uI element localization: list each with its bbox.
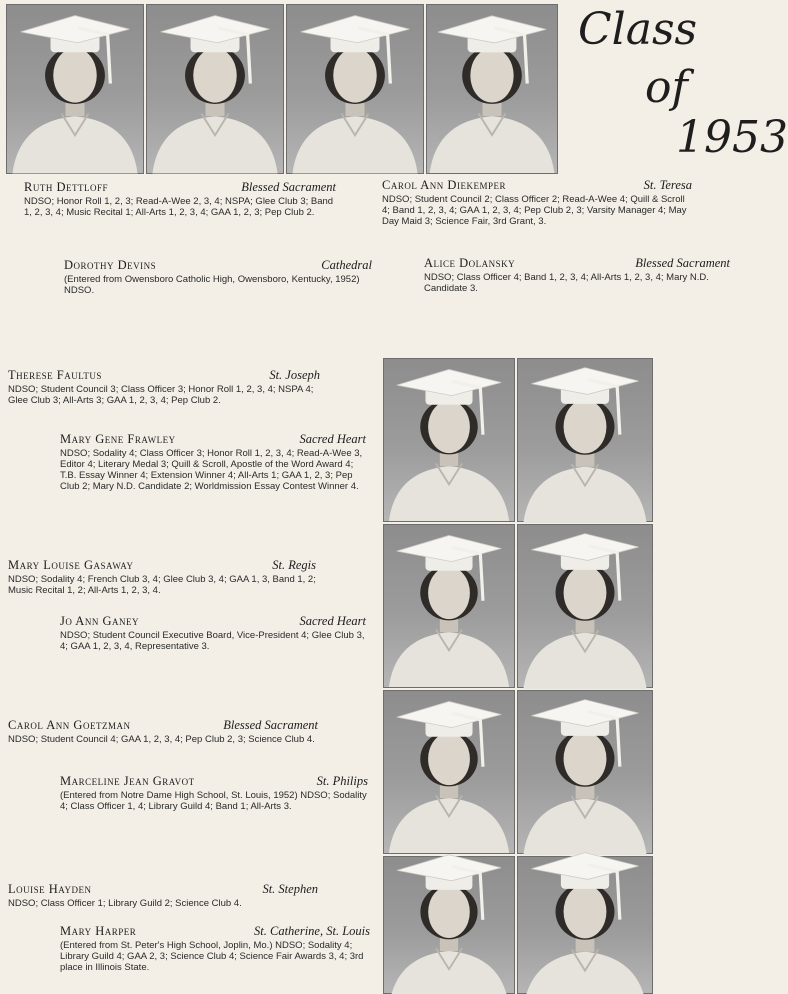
entry-mary-louise-gasaway: [8, 558, 316, 596]
parish-name: St. Catherine, St. Louis: [254, 924, 370, 938]
student-name: Louise Hayden: [8, 882, 92, 896]
student-name: Jo Ann Ganey: [60, 614, 139, 628]
entry-mary-gene-frawley: [60, 432, 366, 492]
parish-name: St. Teresa: [643, 178, 692, 192]
portrait-figure: [384, 525, 514, 687]
activities-text: NDSO; Student Council Executive Board, Vice-President 4; Glee Club 3, 4; GAA 1, 2, 3, 4, Representative 3.: [60, 630, 365, 652]
portrait-figure: [287, 5, 423, 173]
activities-text: (Entered from St. Peter's High School, Joplin, Mo.) NDSO; Sodality 4; Library Guild 4; GAA 2, 3; Science Club 4; Science Fair Awards 3, 4; 3rd place in Illinois State.: [60, 940, 364, 973]
activities-text: NDSO; Sodality 4; Class Officer 3; Honor Roll 1, 2, 3, 4; Read-A-Wee 3, Editor 4; Literary Medal 3; Quill & Scroll, Apostle of the Word Award 4; T.B. Essay Winner 4; Extension Winner 4; All-Arts 1; GAA 1, 2, 3; Pep Club 2; Mary N.D. Candidate 2; Worldmission Essay Contest Winner 4.: [60, 448, 363, 492]
portrait-figure: [384, 691, 514, 853]
entry-louise-hayden: [8, 882, 318, 909]
entry-mary-harper: [60, 924, 370, 973]
student-name: Mary Louise Gasaway: [8, 558, 134, 572]
portrait-figure: [384, 359, 514, 521]
entry-marceline-jean-gravot: [60, 774, 368, 812]
portrait-mary-louise-gasaway: [383, 524, 515, 688]
portrait-mary-gene-frawley: [517, 358, 653, 522]
student-name: Dorothy Devins: [64, 258, 157, 272]
parish-name: St. Stephen: [262, 882, 318, 896]
portrait-alice-dolansky: [426, 4, 558, 174]
portrait-therese-faultus: [383, 358, 515, 522]
activities-text: NDSO; Class Officer 4; Band 1, 2, 3, 4; All-Arts 1, 2, 3, 4; Mary N.D. Candidate 3.: [424, 272, 709, 294]
student-name: Carol Ann Diekemper: [382, 178, 506, 192]
title-of: of: [645, 62, 688, 113]
parish-name: St. Philips: [316, 774, 368, 788]
student-name: Ruth Dettloff: [24, 180, 108, 194]
entry-carol-ann-goetzman: [8, 718, 318, 745]
title-year: 1953: [676, 112, 788, 163]
activities-text: NDSO; Student Council 3; Class Officer 3; Honor Roll 1, 2, 3, 4; NSPA 4; Glee Club 3; All-Arts 3; GAA 1, 2, 3, 4; Pep Club 2.: [8, 384, 314, 406]
title-class: Class: [578, 4, 698, 55]
student-name: Mary Gene Frawley: [60, 432, 176, 446]
entry-therese-faultus: [8, 368, 320, 406]
activities-text: NDSO; Class Officer 1; Library Guild 2; Science Club 4.: [8, 898, 242, 909]
portrait-marceline-jean-gravot: [517, 690, 653, 854]
parish-name: Blessed Sacrament: [223, 718, 318, 732]
activities-text: NDSO; Student Council 4; GAA 1, 2, 3, 4; Pep Club 2, 3; Science Club 4.: [8, 734, 315, 745]
portrait-figure: [518, 525, 652, 687]
parish-name: Sacred Heart: [299, 614, 366, 628]
portrait-ruth-dettloff: [6, 4, 144, 174]
student-name: Marceline Jean Gravot: [60, 774, 195, 788]
parish-name: Blessed Sacrament: [241, 180, 336, 194]
portrait-figure: [384, 857, 514, 993]
portrait-jo-ann-ganey: [517, 524, 653, 688]
activities-text: (Entered from Owensboro Catholic High, Owensboro, Kentucky, 1952) NDSO.: [64, 274, 360, 296]
portrait-louise-hayden: [383, 856, 515, 994]
portrait-figure: [518, 359, 652, 521]
parish-name: St. Regis: [272, 558, 316, 572]
portrait-carol-ann-goetzman: [383, 690, 515, 854]
student-name: Therese Faultus: [8, 368, 102, 382]
entry-carol-ann-diekemper: [382, 178, 692, 227]
entry-ruth-dettloff: [24, 180, 336, 218]
entry-dorothy-devins: [64, 258, 372, 296]
portrait-figure: [518, 691, 652, 853]
entry-alice-dolansky: [424, 256, 730, 294]
student-name: Mary Harper: [60, 924, 137, 938]
student-name: Carol Ann Goetzman: [8, 718, 131, 732]
parish-name: Blessed Sacrament: [635, 256, 730, 270]
portrait-carol-ann-diekemper: [146, 4, 284, 174]
portrait-figure: [7, 5, 143, 173]
portrait-mary-harper: [517, 856, 653, 994]
activities-text: NDSO; Student Council 2; Class Officer 2; Read-A-Wee 4; Quill & Scroll 4; Band 1, 2, 3, 4; GAA 1, 2, 3, 4; Pep Club 2, 3; Varsity Manager 4; May Day Maid 3; Science Fair, 3rd Grant, 3.: [382, 194, 687, 227]
parish-name: Cathedral: [321, 258, 372, 272]
activities-text: NDSO; Sodality 4; French Club 3, 4; Glee Club 3, 4; GAA 1, 3, Band 1, 2; Music Recital 1, 2; All-Arts 1, 2, 3, 4.: [8, 574, 316, 596]
parish-name: St. Joseph: [269, 368, 320, 382]
parish-name: Sacred Heart: [299, 432, 366, 446]
activities-text: NDSO; Honor Roll 1, 2, 3; Read-A-Wee 2, 3, 4; NSPA; Glee Club 3; Band 1, 2, 3, 4; Music Recital 1; All-Arts 1, 2, 3, 4; GAA 1, 2, 3; Pep Club 2.: [24, 196, 334, 218]
portrait-figure: [147, 5, 283, 173]
entry-jo-ann-ganey: [60, 614, 366, 652]
portrait-dorothy-devins: [286, 4, 424, 174]
portrait-figure: [518, 857, 652, 993]
student-name: Alice Dolansky: [424, 256, 516, 270]
activities-text: (Entered from Notre Dame High School, St. Louis, 1952) NDSO; Sodality 4; Class Officer 1, 4; Library Guild 4; Band 1; All-Arts 3.: [60, 790, 367, 812]
portrait-figure: [427, 5, 557, 173]
